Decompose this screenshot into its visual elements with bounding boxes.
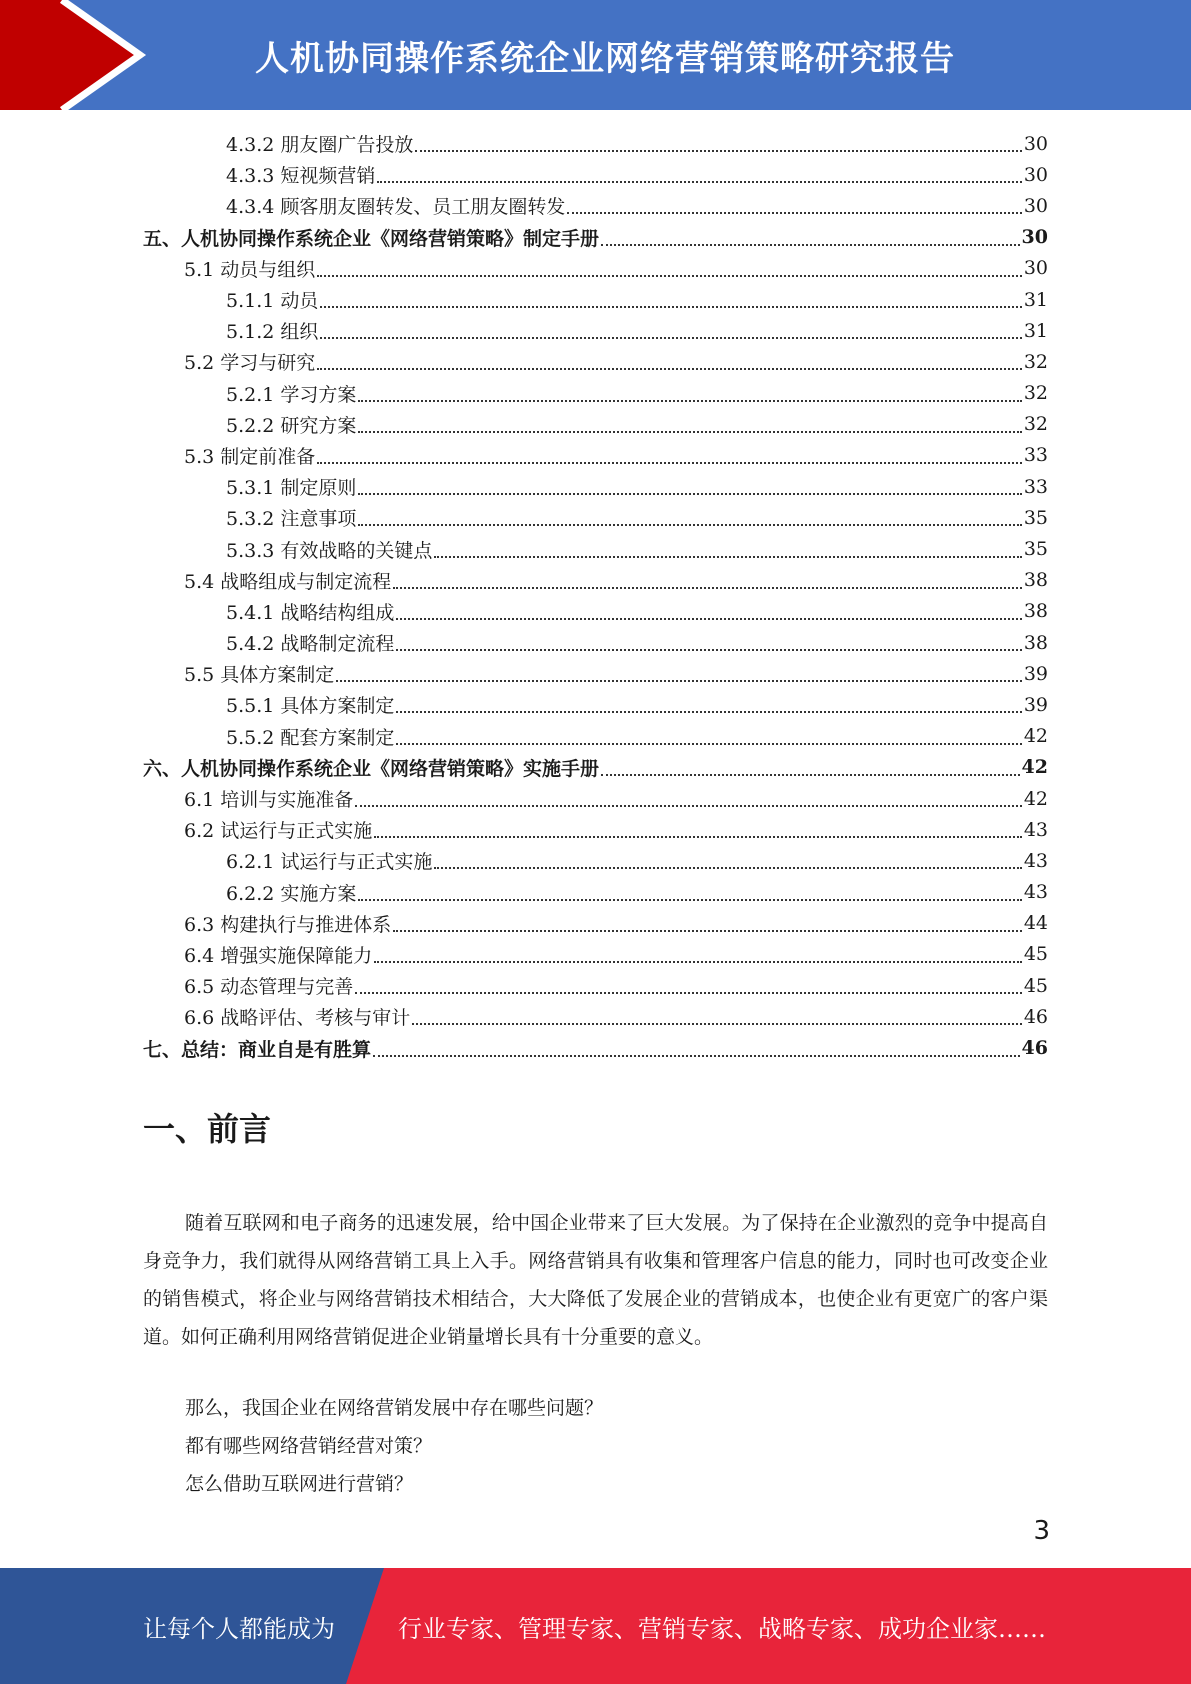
- toc-entry-label: 4.3.2 朋友圈广告投放: [226, 134, 414, 157]
- toc-entry[interactable]: [143, 752, 1048, 783]
- toc-dot-leader: [317, 367, 1022, 370]
- question-item: 怎么借助互联网进行营销？: [185, 1473, 414, 1495]
- toc-entry-page: 30: [1023, 194, 1048, 217]
- toc-entry-label: 5.4.2 战略制定流程: [226, 633, 395, 656]
- question-list: [185, 1389, 603, 1503]
- toc-entry[interactable]: [143, 721, 1048, 752]
- toc-entry-label: 4.3.3 短视频营销: [226, 165, 376, 188]
- toc-entry-label: 6.6 战略评估、考核与审计: [184, 1007, 411, 1030]
- toc-entry-label: 6.1 培训与实施准备: [184, 789, 354, 812]
- toc-entry-page: 35: [1023, 538, 1048, 561]
- toc-entry[interactable]: [143, 1001, 1048, 1032]
- footer-slogan-left: 让每个人都能成为: [143, 1614, 335, 1643]
- toc-entry-page: 43: [1023, 818, 1048, 841]
- toc-entry[interactable]: [143, 159, 1048, 190]
- toc-entry-label: 6.2.2 实施方案: [226, 882, 357, 905]
- page-footer: [0, 1568, 1191, 1684]
- toc-entry-page: 30: [1021, 226, 1048, 249]
- toc-entry-page: 43: [1023, 881, 1048, 904]
- toc-entry[interactable]: [143, 315, 1048, 346]
- toc-dot-leader: [358, 430, 1021, 433]
- toc-entry-page: 32: [1023, 350, 1048, 373]
- toc-dot-leader: [567, 211, 1021, 214]
- toc-dot-leader: [396, 742, 1021, 745]
- toc-dot-leader: [374, 835, 1022, 838]
- toc-entry[interactable]: [143, 346, 1048, 377]
- toc-entry[interactable]: [143, 378, 1048, 409]
- toc-entry-page: 38: [1023, 600, 1048, 623]
- intro-paragraph: 随着互联网和电子商务的迅速发展，给中国企业带来了巨大发展。为了保持在企业激烈的竞争中提高自身竞争力，我们就得从网络营销工具上入手。网络营销具有收集和管理客户信息的能力，同时也可改变企业的销售模式，将企业与网络营销技术相结合，大大降低了发展企业的营销成本，也使企业有更宽广的客户渠道。如何正确利用网络营销促进企业销量增长具有十分重要的意义。: [143, 1212, 1048, 1348]
- toc-dot-leader: [355, 991, 1022, 994]
- toc-entry-label: 5.1 动员与组织: [184, 258, 316, 281]
- toc-entry[interactable]: [143, 284, 1048, 315]
- toc-entry-page: 35: [1023, 506, 1048, 529]
- toc-dot-leader: [396, 710, 1021, 713]
- toc-entry-label: 6.3 构建执行与推进体系: [184, 913, 392, 936]
- toc-entry-page: 46: [1021, 1037, 1048, 1060]
- toc-dot-leader: [415, 149, 1021, 152]
- toc-entry-page: 45: [1023, 943, 1048, 966]
- toc-entry-label: 5.2.1 学习方案: [226, 383, 357, 406]
- toc-entry[interactable]: [143, 845, 1048, 876]
- toc-entry-label: 七、总结：商业自是有胜算: [143, 1038, 372, 1061]
- toc-entry[interactable]: [143, 253, 1048, 284]
- toc-entry[interactable]: [143, 814, 1048, 845]
- toc-dot-leader: [336, 679, 1022, 682]
- toc-dot-leader: [358, 898, 1021, 901]
- toc-entry[interactable]: [143, 689, 1048, 720]
- toc-entry-label: 6.4 增强实施保障能力: [184, 944, 373, 967]
- toc-dot-leader: [358, 492, 1021, 495]
- toc-dot-leader: [601, 773, 1020, 776]
- toc-entry-page: 39: [1023, 693, 1048, 716]
- toc-entry[interactable]: [143, 783, 1048, 814]
- toc-entry-label: 六、人机协同操作系统企业《网络营销策略》实施手册: [143, 757, 600, 780]
- toc-entry-label: 6.5 动态管理与完善: [184, 976, 354, 999]
- toc-entry-label: 5.3.3 有效战略的关键点: [226, 539, 433, 562]
- toc-entry-label: 5.4.1 战略结构组成: [226, 601, 395, 624]
- toc-dot-leader: [377, 180, 1021, 183]
- toc-entry-page: 30: [1023, 132, 1048, 155]
- report-title: 人机协同操作系统企业网络营销策略研究报告: [255, 38, 955, 79]
- toc-entry-label: 5.5 具体方案制定: [184, 664, 335, 687]
- toc-dot-leader: [601, 243, 1020, 246]
- toc-entry[interactable]: [143, 533, 1048, 564]
- toc-entry-page: 33: [1023, 444, 1048, 467]
- toc-entry-page: 45: [1023, 974, 1048, 997]
- toc-entry-label: 6.2 试运行与正式实施: [184, 820, 373, 843]
- toc-entry-label: 5.2 学习与研究: [184, 352, 316, 375]
- table-of-contents: [143, 128, 1048, 1064]
- toc-entry-page: 39: [1023, 662, 1048, 685]
- toc-entry-label: 4.3.4 顾客朋友圈转发、员工朋友圈转发: [226, 196, 566, 219]
- toc-dot-leader: [355, 804, 1022, 807]
- toc-entry[interactable]: [143, 471, 1048, 502]
- toc-entry-page: 33: [1023, 475, 1048, 498]
- toc-entry-label: 五、人机协同操作系统企业《网络营销策略》制定手册: [143, 227, 600, 250]
- section-heading: 一、前言: [143, 1110, 272, 1148]
- toc-entry[interactable]: [143, 877, 1048, 908]
- toc-entry-page: 46: [1023, 1005, 1048, 1028]
- toc-entry-page: 31: [1023, 288, 1048, 311]
- toc-entry-label: 5.5.1 具体方案制定: [226, 695, 395, 718]
- toc-entry[interactable]: [143, 908, 1048, 939]
- toc-dot-leader: [320, 305, 1021, 308]
- toc-entry[interactable]: [143, 409, 1048, 440]
- toc-dot-leader: [393, 586, 1022, 589]
- toc-entry[interactable]: [143, 939, 1048, 970]
- toc-entry-label: 5.5.2 配套方案制定: [226, 726, 395, 749]
- page-number: 3: [1033, 1516, 1050, 1546]
- toc-dot-leader: [320, 336, 1021, 339]
- toc-dot-leader: [412, 1022, 1022, 1025]
- toc-entry-page: 42: [1021, 756, 1048, 779]
- toc-entry-page: 42: [1023, 725, 1048, 748]
- footer-slogan-right: 行业专家、管理专家、营销专家、战略专家、成功企业家……: [398, 1614, 1046, 1643]
- toc-entry-page: 32: [1023, 382, 1048, 405]
- toc-entry[interactable]: [143, 1032, 1048, 1063]
- toc-entry[interactable]: [143, 658, 1048, 689]
- toc-entry-label: 5.3 制定前准备: [184, 445, 316, 468]
- toc-entry-page: 30: [1023, 257, 1048, 280]
- toc-entry[interactable]: [143, 128, 1048, 159]
- toc-entry[interactable]: [143, 222, 1048, 253]
- toc-entry-page: 38: [1023, 569, 1048, 592]
- toc-dot-leader: [317, 461, 1022, 464]
- toc-entry[interactable]: [143, 596, 1048, 627]
- toc-entry-page: 31: [1023, 319, 1048, 342]
- toc-entry-page: 44: [1023, 912, 1048, 935]
- toc-dot-leader: [374, 960, 1022, 963]
- toc-entry-label: 5.3.2 注意事项: [226, 508, 357, 531]
- toc-entry-label: 5.1.2 组织: [226, 321, 319, 344]
- toc-dot-leader: [317, 274, 1022, 277]
- toc-entry[interactable]: [143, 627, 1048, 658]
- toc-entry[interactable]: [143, 440, 1048, 471]
- question-item: 都有哪些网络营销经营对策？: [185, 1435, 433, 1457]
- toc-dot-leader: [434, 866, 1021, 869]
- toc-dot-leader: [358, 399, 1021, 402]
- toc-dot-leader: [396, 617, 1021, 620]
- toc-entry[interactable]: [143, 565, 1048, 596]
- question-item: 那么，我国企业在网络营销发展中存在哪些问题？: [185, 1397, 604, 1419]
- toc-entry-page: 32: [1023, 413, 1048, 436]
- toc-entry[interactable]: [143, 970, 1048, 1001]
- toc-entry-page: 43: [1023, 849, 1048, 872]
- toc-dot-leader: [393, 929, 1022, 932]
- toc-entry-label: 6.2.1 试运行与正式实施: [226, 851, 433, 874]
- toc-entry[interactable]: [143, 502, 1048, 533]
- toc-entry-label: 5.4 战略组成与制定流程: [184, 570, 392, 593]
- toc-dot-leader: [396, 648, 1021, 651]
- toc-entry-label: 5.3.1 制定原则: [226, 477, 357, 500]
- toc-entry-label: 5.1.1 动员: [226, 290, 319, 313]
- toc-entry-label: 5.2.2 研究方案: [226, 414, 357, 437]
- toc-entry-page: 38: [1023, 631, 1048, 654]
- toc-entry[interactable]: [143, 190, 1048, 221]
- toc-dot-leader: [358, 523, 1021, 526]
- toc-entry-page: 42: [1023, 787, 1048, 810]
- toc-entry-page: 30: [1023, 163, 1048, 186]
- toc-dot-leader: [373, 1054, 1020, 1057]
- page-header: [0, 0, 1191, 110]
- toc-dot-leader: [434, 555, 1021, 558]
